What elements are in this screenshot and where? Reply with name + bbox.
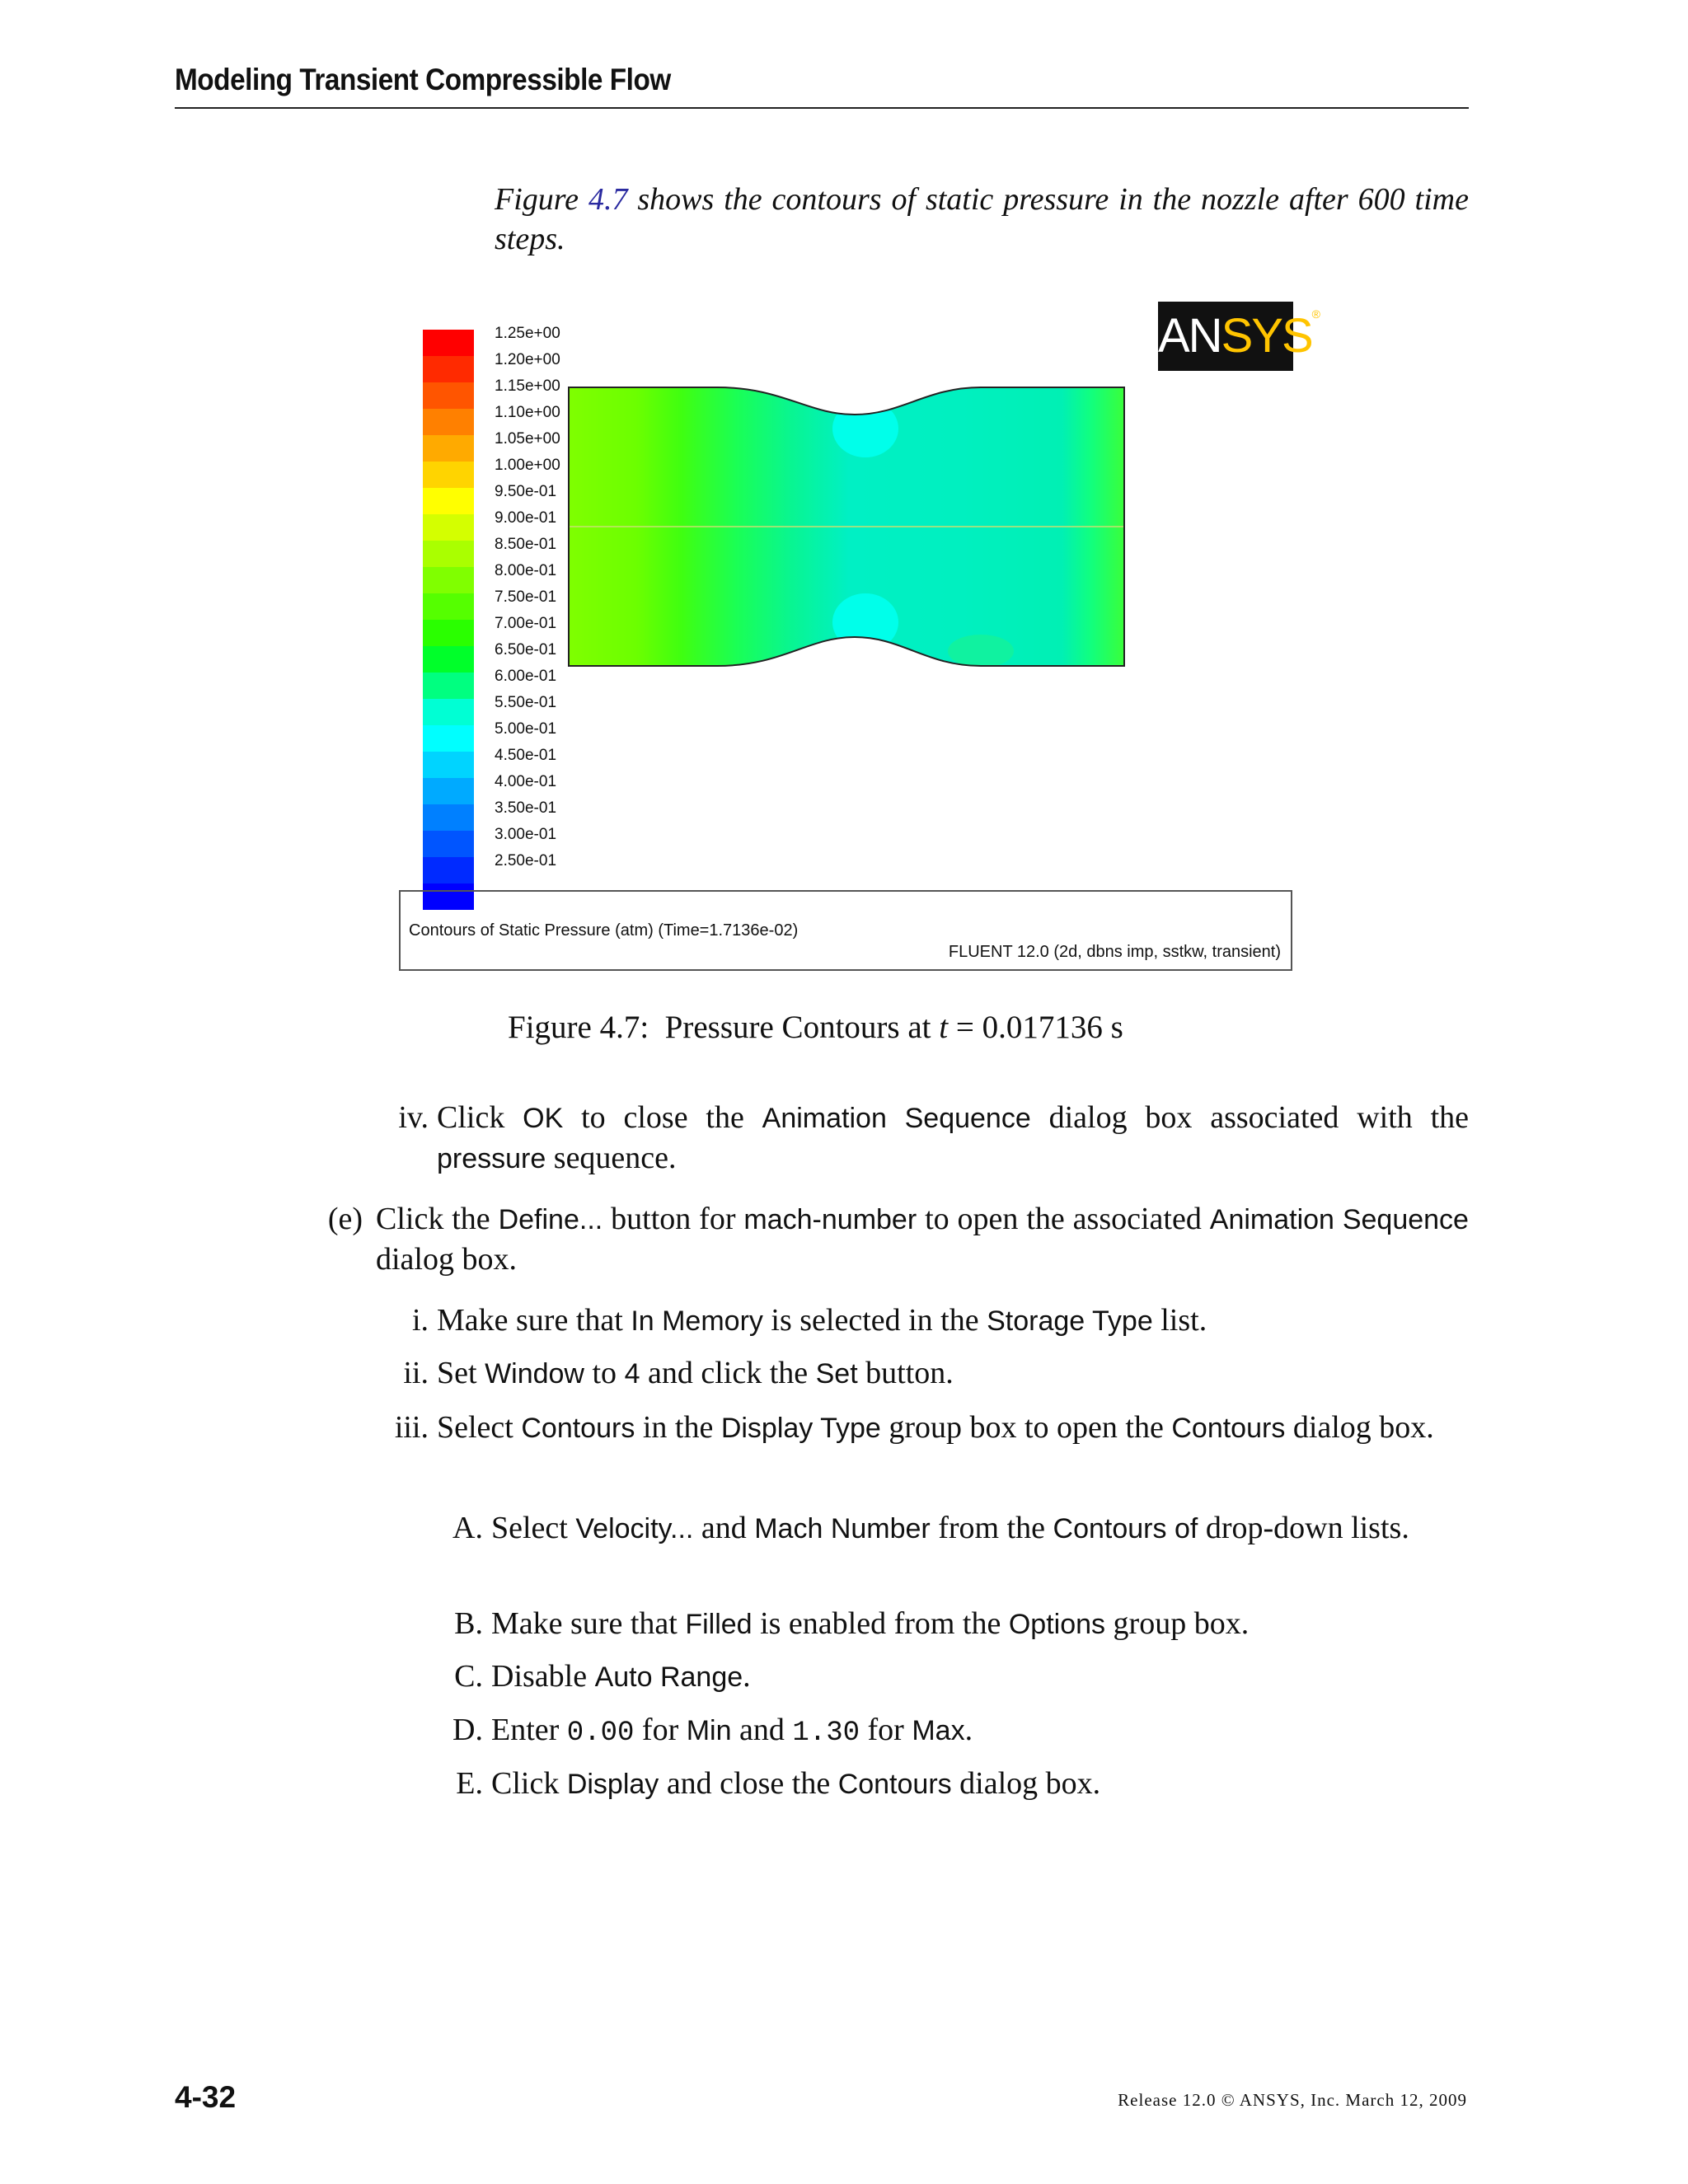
colorbar-tick-label: 1.20e+00 [495, 351, 560, 368]
colorbar-tick-label: 8.00e-01 [495, 562, 557, 579]
list-marker: (e) [327, 1202, 363, 1236]
colorbar-tick-label: 9.00e-01 [495, 509, 557, 527]
auto-range-label: Auto Range [594, 1661, 743, 1693]
intro-prefix: Figure [495, 182, 588, 217]
colorbar-tick-label: 1.05e+00 [495, 430, 560, 448]
colorbar-tick-label: 1.15e+00 [495, 377, 560, 395]
nozzle-contour-plot [0, 0, 1688, 989]
ok-label: OK [523, 1103, 564, 1134]
list-marker: A. [452, 1511, 483, 1545]
min-value: 0.00 [566, 1718, 635, 1749]
max-value: 1.30 [792, 1718, 860, 1749]
colorbar-tick-label: 3.00e-01 [495, 826, 557, 843]
display-type-label: Display Type [720, 1413, 881, 1444]
colorbar-tick-label: 1.25e+00 [495, 325, 560, 342]
running-header: Modeling Transient Compressible Flow [175, 63, 671, 96]
display-label: Display [566, 1769, 659, 1800]
solver-info: FLUENT 12.0 (2d, dbns imp, sstkw, transient) [948, 943, 1281, 961]
colorbar-tick-label: 3.50e-01 [495, 799, 557, 817]
colorbar-tick-label: 8.50e-01 [495, 536, 557, 553]
define-label: Define... [498, 1204, 603, 1235]
intro-text: shows the contours of static pressure in the nozzle after 600 time steps. [495, 182, 1469, 256]
page-number: 4-32 [175, 2080, 237, 2114]
list-marker: D. [452, 1713, 483, 1747]
window-label: Window [485, 1358, 584, 1390]
contours-label: Contours [837, 1769, 952, 1800]
velocity-label: Velocity... [575, 1513, 694, 1544]
in-memory-label: In Memory [631, 1305, 763, 1337]
ansys-logo: ANSYS® [1158, 302, 1293, 371]
min-label: Min [686, 1715, 732, 1746]
figure-info-box [399, 890, 1292, 971]
colorbar-tick-label: 9.50e-01 [495, 483, 557, 500]
list-marker: iii. [394, 1410, 429, 1445]
animation-sequence-label: Animation Sequence [1209, 1204, 1469, 1235]
colorbar-tick-label: 5.00e-01 [495, 720, 557, 738]
pressure-field [569, 379, 1129, 676]
colorbar-tick-label: 5.50e-01 [495, 694, 557, 711]
list-marker: E. [456, 1766, 483, 1801]
colorbar-tick-label: 2.50e-01 [495, 852, 557, 869]
mach-number-label: mach-number [743, 1204, 917, 1235]
max-label: Max [912, 1715, 965, 1746]
mach-number-label: Mach Number [754, 1513, 931, 1544]
list-marker: C. [454, 1659, 483, 1694]
contours-label: Contours [521, 1413, 635, 1444]
contours-dialog-label: Contours [1171, 1413, 1286, 1444]
colorbar-tick-label: 6.50e-01 [495, 641, 557, 658]
window-value: 4 [624, 1358, 640, 1390]
storage-type-label: Storage Type [987, 1305, 1153, 1337]
colorbar-tick-label: 4.00e-01 [495, 773, 557, 790]
colorbar-tick-label: 7.00e-01 [495, 615, 557, 632]
colorbar-tick-label: 4.50e-01 [495, 747, 557, 764]
animation-sequence-label: Animation Sequence [762, 1103, 1031, 1134]
filled-label: Filled [685, 1609, 753, 1640]
list-marker: B. [454, 1606, 483, 1641]
options-label: Options [1008, 1609, 1106, 1640]
pressure-label: pressure [437, 1143, 546, 1174]
list-marker: iv. [398, 1100, 429, 1135]
contours-of-label: Contours of [1053, 1513, 1198, 1544]
colorbar-tick-label: 6.00e-01 [495, 668, 557, 685]
plot-title: Contours of Static Pressure (atm) (Time=1.7136e-02) [409, 921, 799, 940]
colorbar-tick-label: 1.00e+00 [495, 457, 560, 474]
colorbar-tick-label: 1.10e+00 [495, 404, 560, 421]
list-marker: ii. [403, 1356, 429, 1390]
colorbar-tick-label: 7.50e-01 [495, 588, 557, 606]
list-marker: i. [411, 1303, 429, 1338]
figure-caption: Figure 4.7: Pressure Contours at t = 0.017136 s [508, 1010, 1123, 1045]
figure-reference-link[interactable]: 4.7 [588, 182, 628, 217]
set-label: Set [815, 1358, 858, 1390]
release-footer: Release 12.0 © ANSYS, Inc. March 12, 2009 [1118, 2090, 1467, 2110]
